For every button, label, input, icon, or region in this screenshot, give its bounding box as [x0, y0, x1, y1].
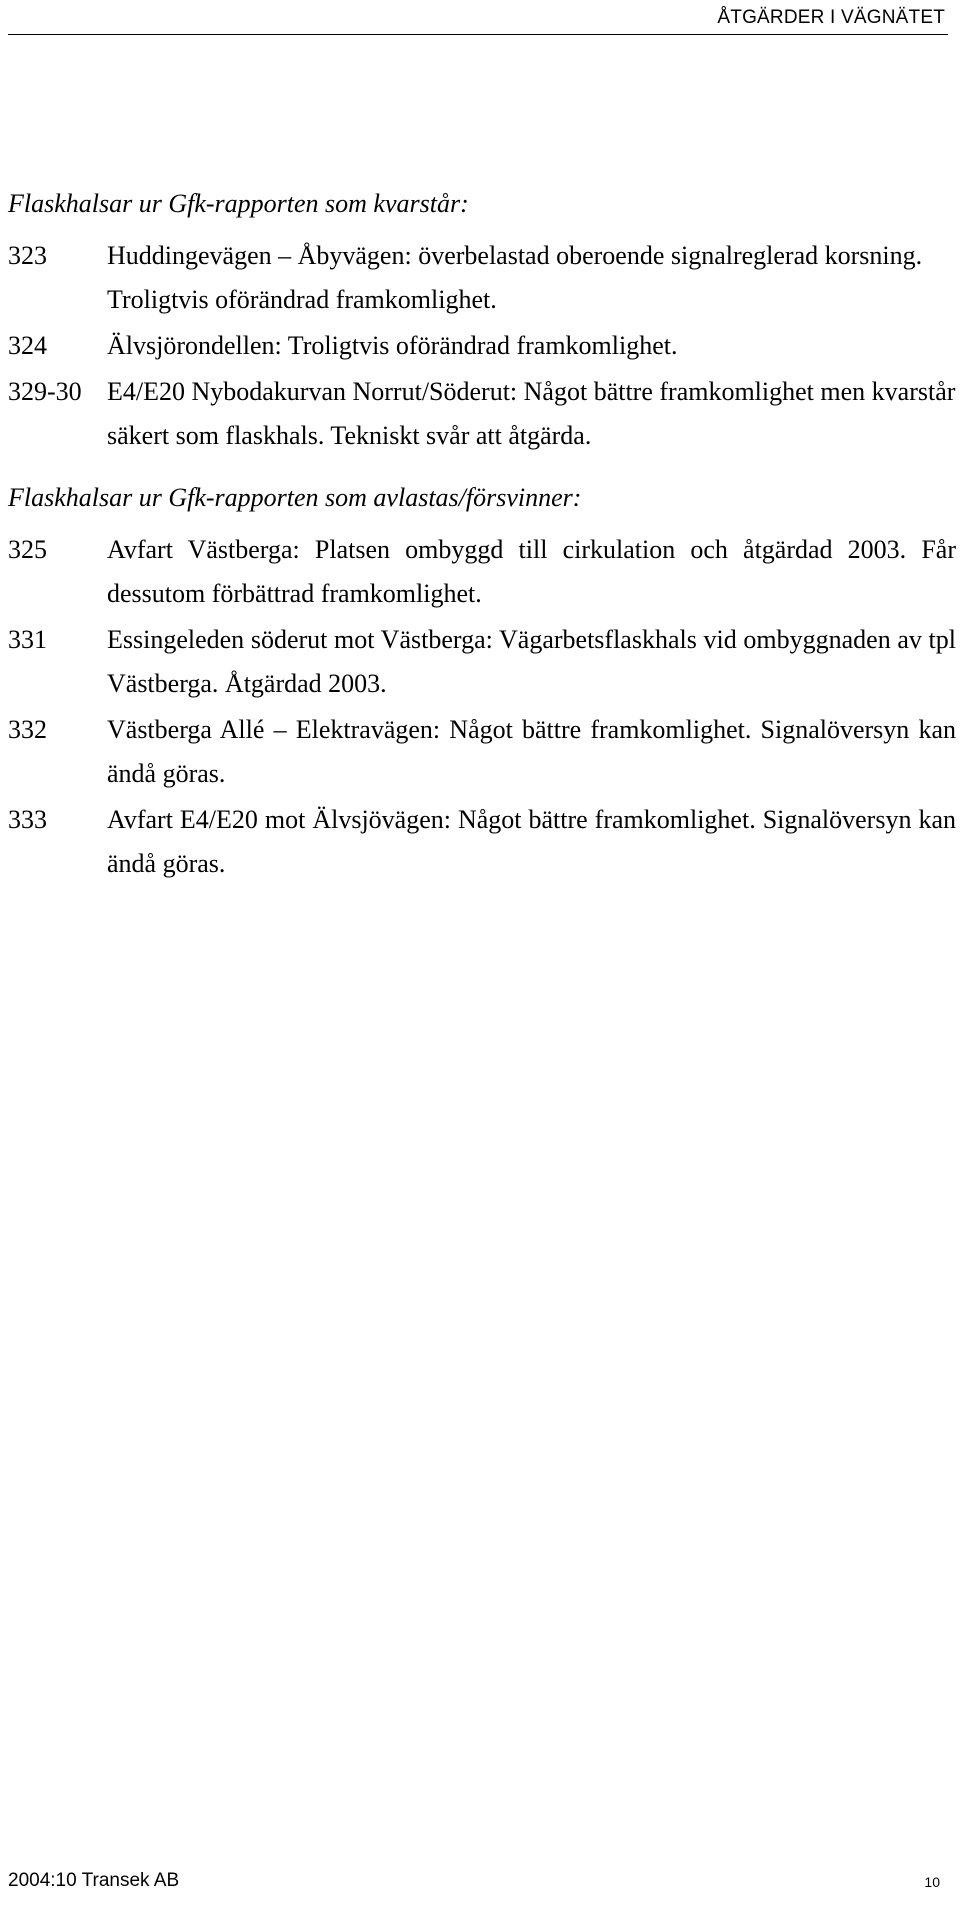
item-text: E4/E20 Nybodakurvan Norrut/Söderut: Något bättre framkomlighet men kvarstår säkert som flaskhals. Tekniskt svår att åtgärda. — [107, 377, 956, 450]
item-text: Västberga Allé – Elektravägen: Något bättre framkomlighet. Signalöversyn kan ändå göras. — [107, 715, 956, 788]
section-remaining-bottlenecks — [8, 182, 956, 458]
header-rule — [8, 34, 948, 35]
header-title: ÅTGÄRDER I VÄGNÄTET — [717, 7, 945, 28]
list-item — [8, 708, 956, 796]
item-text: Avfart E4/E20 mot Älvsjövägen: Något bättre framkomlighet. Signalöversyn kan ändå göras. — [107, 805, 956, 878]
section-spacer — [8, 460, 956, 476]
list-item — [8, 798, 956, 886]
page-footer — [0, 1870, 960, 1906]
page-header — [0, 0, 960, 36]
item-text: Avfart Västberga: Platsen ombyggd till cirkulation och åtgärdad 2003. Får dessutom förbättrad framkomlighet. — [107, 535, 956, 608]
section-heading: Flaskhalsar ur Gfk-rapporten som avlastas/försvinner: — [8, 483, 582, 512]
item-number: 325 — [8, 535, 47, 564]
document-body — [8, 182, 956, 888]
section-relieved-bottlenecks — [8, 476, 956, 886]
list-item — [8, 528, 956, 616]
item-number: 331 — [8, 625, 47, 654]
list-item — [8, 324, 956, 368]
section-heading: Flaskhalsar ur Gfk-rapporten som kvarstår: — [8, 189, 469, 218]
list-item — [8, 234, 956, 322]
footer-publisher: 2004:10 Transek AB — [8, 1870, 180, 1891]
item-number: 332 — [8, 715, 47, 744]
page-number: 10 — [924, 1874, 940, 1890]
item-number: 323 — [8, 241, 47, 270]
item-text: Essingeleden söderut mot Västberga: Vägarbetsflaskhals vid ombyggnaden av tpl Västberga. Åtgärdad 2003. — [107, 625, 956, 698]
list-item — [8, 370, 956, 458]
item-number: 329-30 — [8, 377, 82, 406]
item-text: Älvsjörondellen: Troligtvis oförändrad framkomlighet. — [107, 331, 678, 360]
list-item — [8, 618, 956, 706]
item-number: 333 — [8, 805, 47, 834]
item-number: 324 — [8, 331, 47, 360]
item-text: Huddingevägen – Åbyvägen: överbelastad oberoende signalreglerad korsning. Troligtvis oförändrad framkomlighet. — [107, 241, 923, 314]
